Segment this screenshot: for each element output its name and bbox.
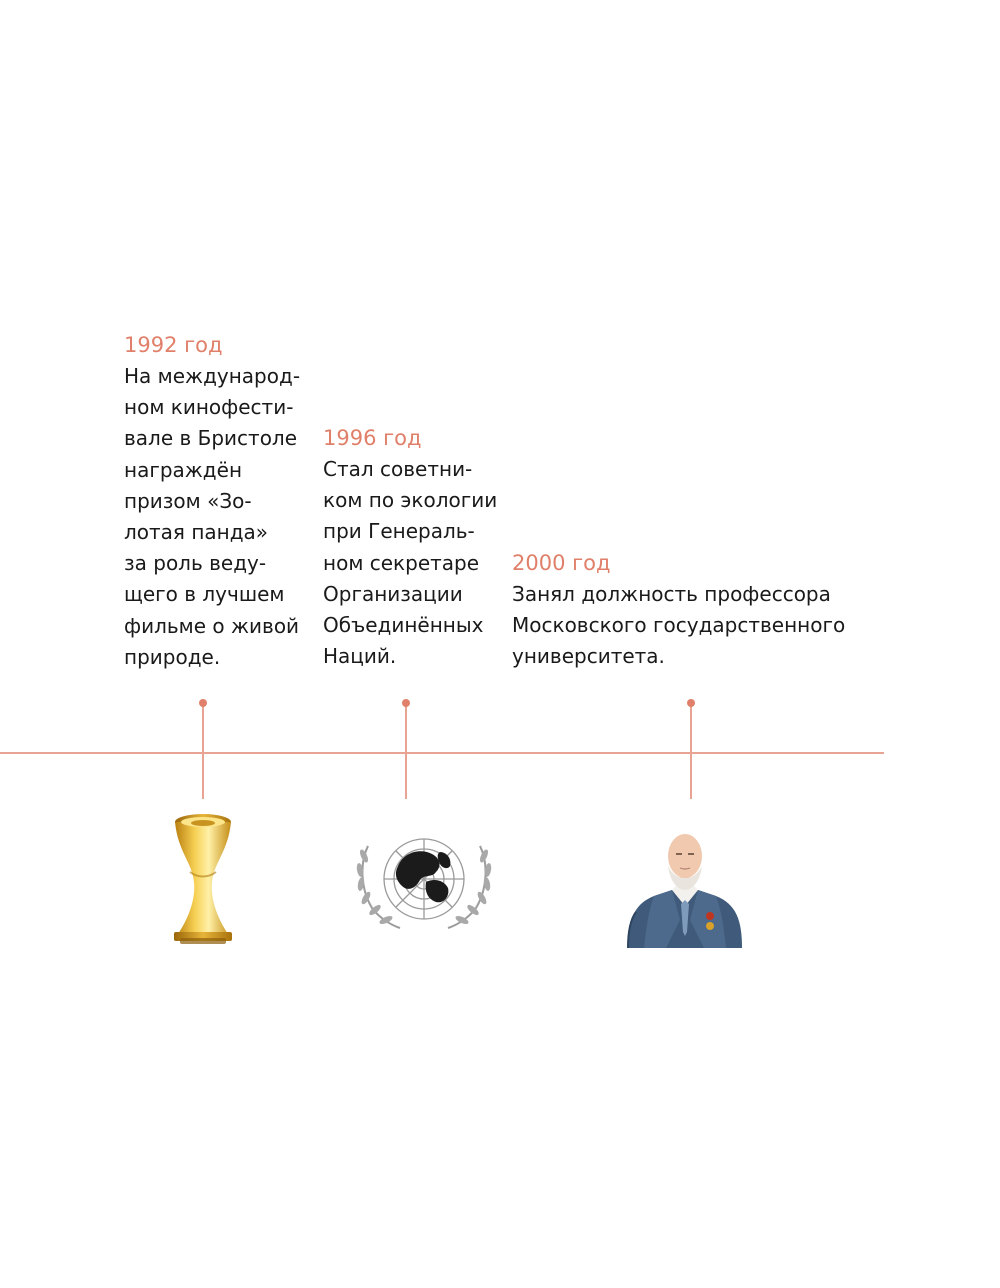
description-line: природе. (124, 644, 221, 669)
professor-portrait-icon (624, 820, 746, 948)
description-line: На международ- (124, 364, 301, 388)
timeline-marker (199, 699, 207, 707)
description-line: лотая панда» (124, 520, 269, 545)
timeline-connector (690, 703, 692, 799)
event-description (124, 361, 300, 673)
description-line: ком по экологии (323, 488, 498, 513)
timeline-event-1996 (323, 423, 497, 672)
description-line: Стал советни- (323, 457, 473, 481)
description-line: ном секретаре (323, 550, 480, 575)
event-description (323, 454, 497, 672)
description-line: призом «Зо- (124, 488, 252, 513)
description-line: фильме о живой (124, 613, 300, 638)
timeline-connector (202, 703, 204, 799)
description-line: при Генераль- (323, 519, 475, 544)
description-line: ном кинофести- (124, 395, 294, 420)
timeline-event-2000 (512, 548, 845, 673)
description-line: Наций. (323, 644, 397, 669)
description-line: Организации (323, 581, 463, 606)
timeline-marker (687, 699, 695, 707)
description-line: щего в лучшем (124, 582, 285, 607)
description-line: Объединённых (323, 613, 484, 638)
un-emblem-icon (350, 822, 498, 940)
description-line: Занял должность профессора (512, 582, 831, 606)
event-year: 1996 год (323, 426, 422, 450)
event-description (512, 579, 845, 673)
description-line: университета. (512, 644, 665, 669)
event-year: 1992 год (124, 333, 223, 357)
timeline-event-1992 (124, 330, 300, 673)
description-line: Московского государственного (512, 613, 846, 638)
golden-panda-trophy-icon (160, 812, 246, 946)
description-line: вале в Бристоле (124, 426, 298, 451)
event-year: 2000 год (512, 551, 611, 575)
description-line: награждён (124, 457, 243, 482)
timeline-connector (405, 703, 407, 799)
description-line: за роль веду- (124, 551, 267, 576)
timeline-marker (402, 699, 410, 707)
timeline-axis (0, 752, 884, 754)
